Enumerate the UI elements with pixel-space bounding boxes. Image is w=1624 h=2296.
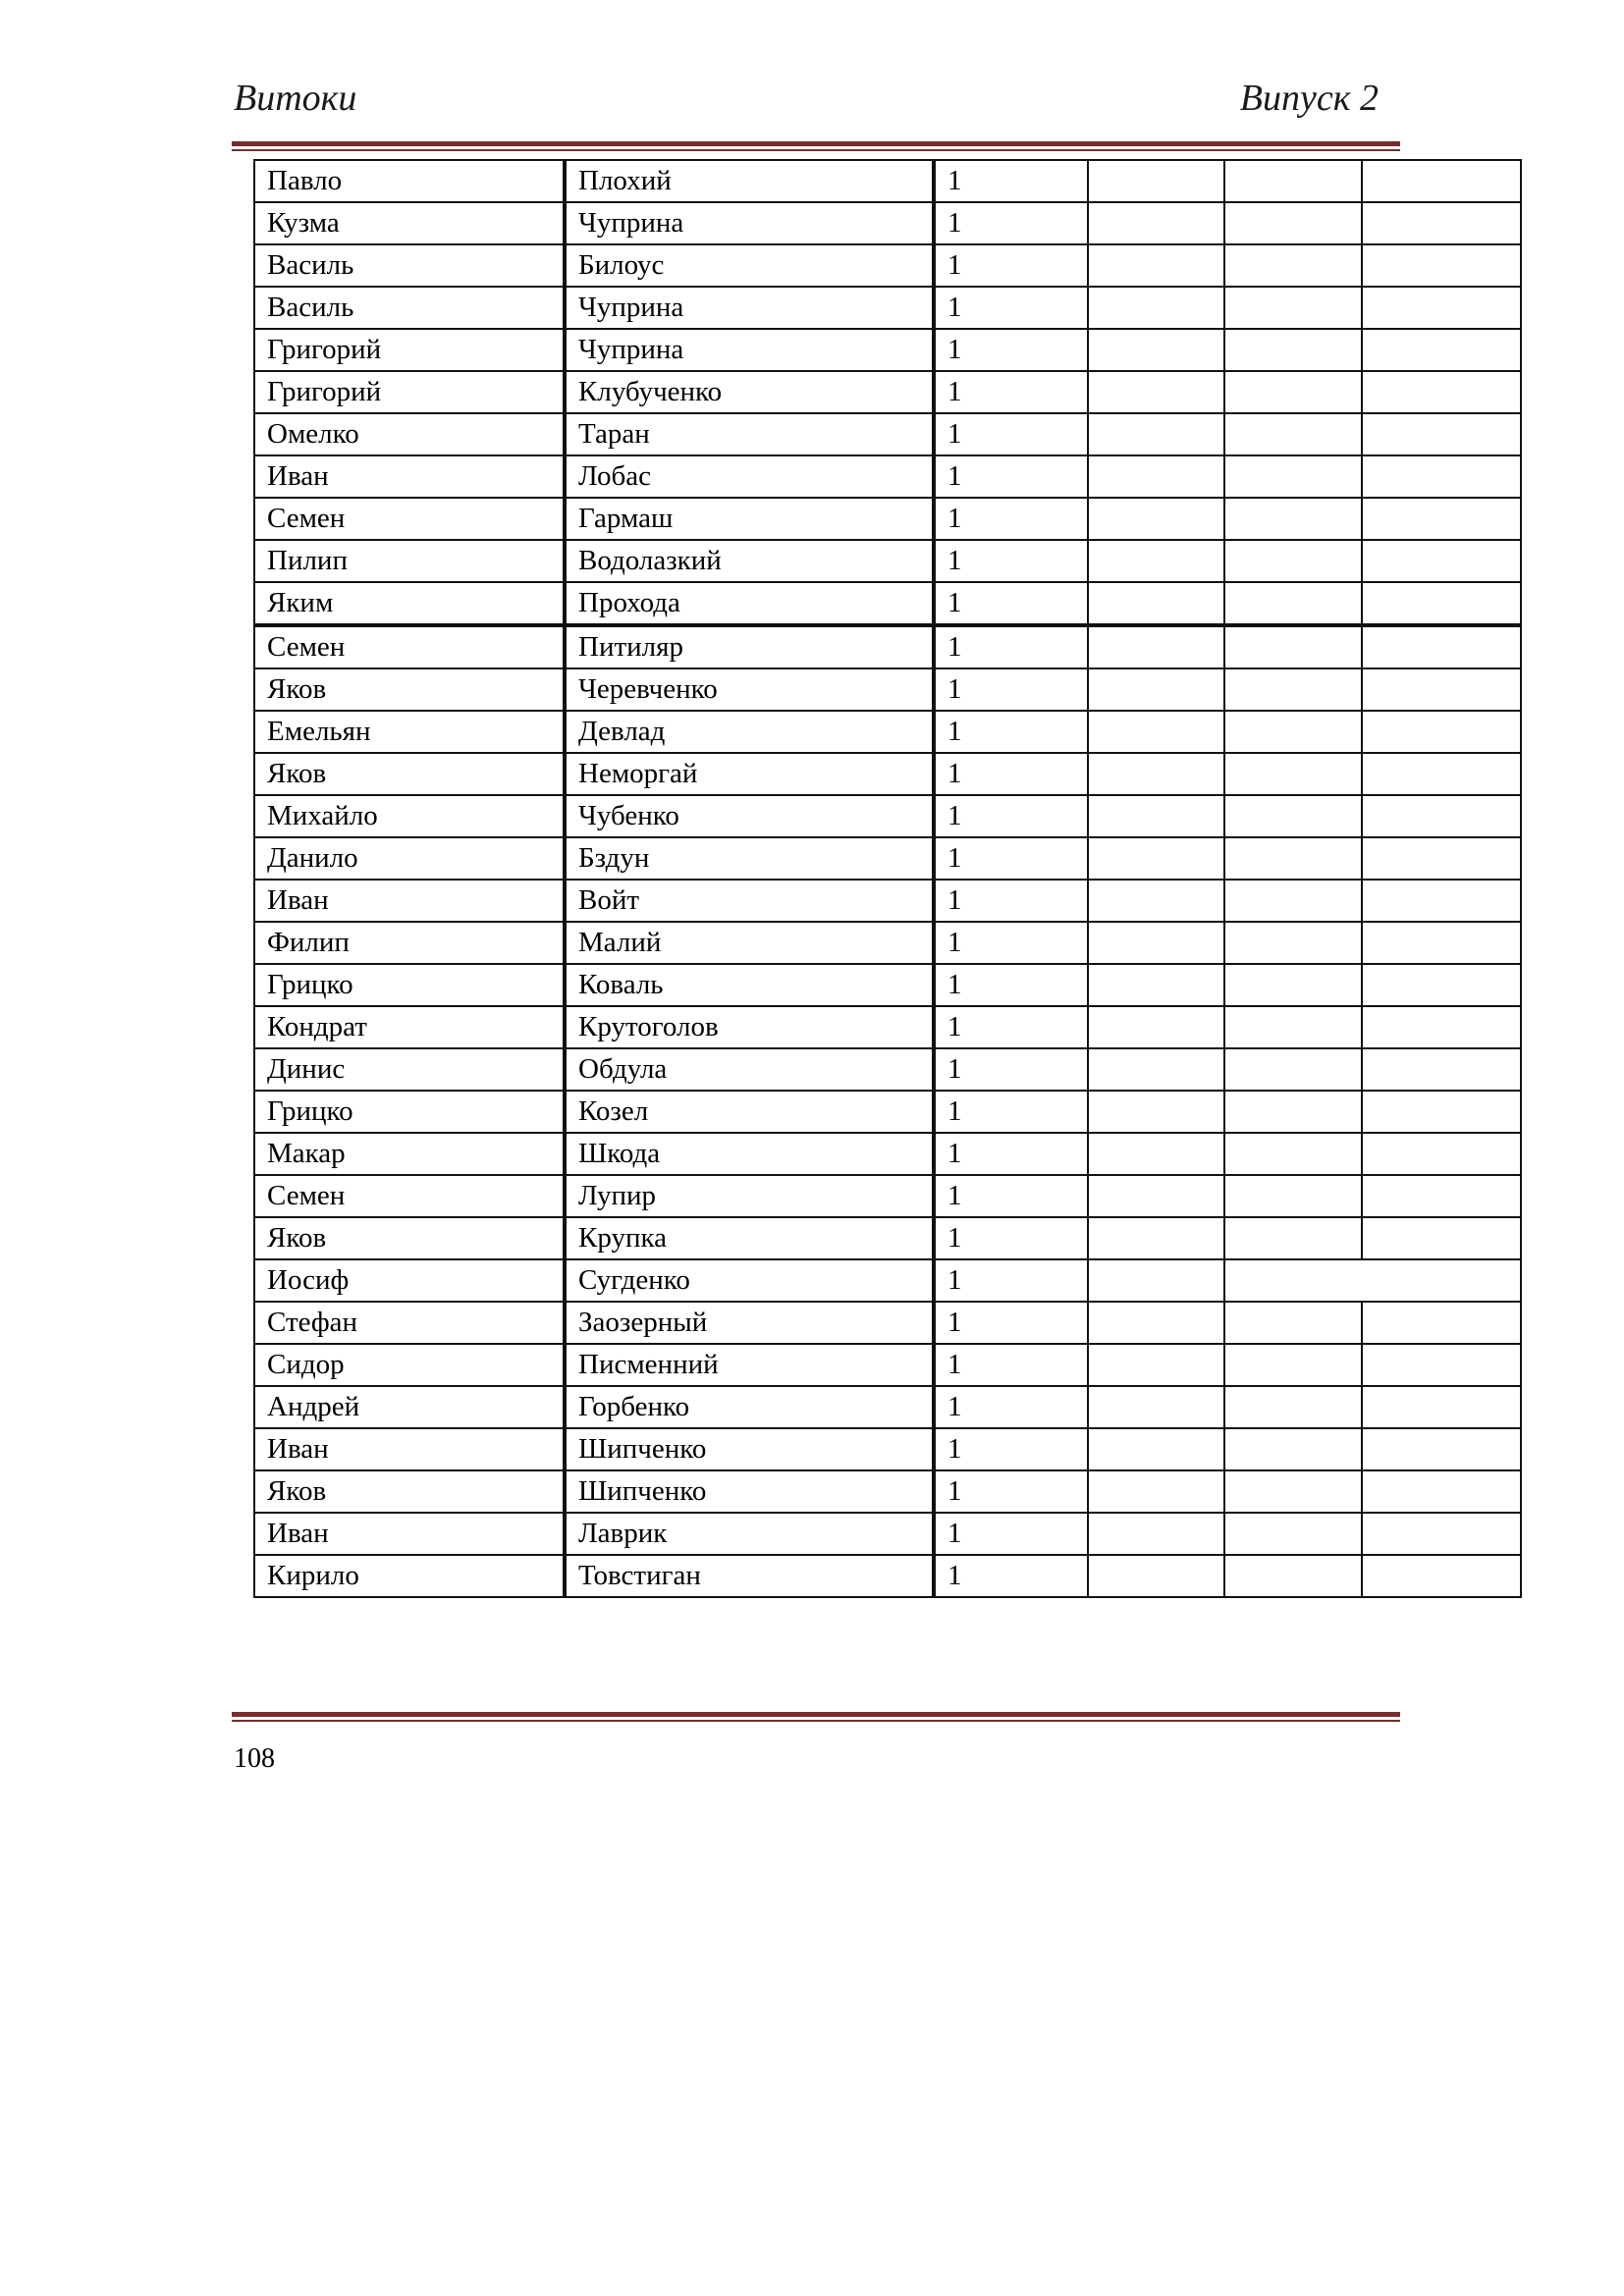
surname-cell: Войт (565, 880, 934, 922)
first-name-cell: Емельян (254, 711, 565, 753)
surname-cell: Клубученко (565, 371, 934, 413)
empty-cell (1224, 711, 1362, 753)
surname-cell: Черевченко (565, 668, 934, 711)
table-row (254, 964, 1521, 1006)
empty-cell (1362, 964, 1521, 1006)
count-cell: 1 (934, 1259, 1088, 1302)
empty-cell (1224, 668, 1362, 711)
count-cell: 1 (934, 1091, 1088, 1133)
count-cell: 1 (934, 1133, 1088, 1175)
table-row (254, 837, 1521, 880)
empty-cell (1224, 371, 1362, 413)
first-name-cell: Семен (254, 498, 565, 540)
first-name-cell: Грицко (254, 964, 565, 1006)
surname-cell: Неморгай (565, 753, 934, 795)
empty-cell (1362, 1513, 1521, 1555)
table-row (254, 1428, 1521, 1470)
empty-cell (1224, 540, 1362, 582)
empty-cell (1224, 1344, 1362, 1386)
first-name-cell: Григорий (254, 329, 565, 371)
empty-cell (1088, 1470, 1224, 1513)
count-cell: 1 (934, 1344, 1088, 1386)
empty-cell (1362, 837, 1521, 880)
empty-cell (1224, 287, 1362, 329)
table-row (254, 922, 1521, 964)
table-row (254, 244, 1521, 287)
empty-cell (1224, 1048, 1362, 1091)
empty-cell (1088, 922, 1224, 964)
empty-cell (1362, 287, 1521, 329)
count-cell: 1 (934, 964, 1088, 1006)
count-cell: 1 (934, 371, 1088, 413)
first-name-cell: Данило (254, 837, 565, 880)
surname-cell: Крупка (565, 1217, 934, 1259)
table-row (254, 625, 1521, 668)
count-cell: 1 (934, 668, 1088, 711)
first-name-cell: Пилип (254, 540, 565, 582)
surname-cell: Обдула (565, 1048, 934, 1091)
empty-cell (1088, 413, 1224, 455)
empty-cell (1088, 1217, 1224, 1259)
empty-cell (1362, 455, 1521, 498)
count-cell: 1 (934, 202, 1088, 244)
empty-cell (1224, 1428, 1362, 1470)
table-row (254, 202, 1521, 244)
surname-cell: Прохода (565, 582, 934, 625)
surname-cell: Козел (565, 1091, 934, 1133)
empty-cell (1088, 964, 1224, 1006)
table-row (254, 1217, 1521, 1259)
register-table (253, 159, 1522, 1598)
empty-cell (1224, 244, 1362, 287)
empty-cell (1362, 880, 1521, 922)
first-name-cell: Василь (254, 287, 565, 329)
first-name-cell: Андрей (254, 1386, 565, 1428)
first-name-cell: Филип (254, 922, 565, 964)
surname-cell: Писменний (565, 1344, 934, 1386)
first-name-cell: Кондрат (254, 1006, 565, 1048)
empty-cell (1362, 1470, 1521, 1513)
count-cell: 1 (934, 1175, 1088, 1217)
header-rule (232, 141, 1400, 151)
empty-cell (1224, 1302, 1362, 1344)
surname-cell: Малий (565, 922, 934, 964)
count-cell: 1 (934, 1217, 1088, 1259)
table-row (254, 1091, 1521, 1133)
empty-cell (1362, 1217, 1521, 1259)
empty-cell (1224, 625, 1362, 668)
empty-cell (1362, 1555, 1521, 1597)
first-name-cell: Григорий (254, 371, 565, 413)
empty-cell (1362, 1006, 1521, 1048)
empty-cell (1088, 1006, 1224, 1048)
empty-cell (1362, 371, 1521, 413)
count-cell: 1 (934, 1048, 1088, 1091)
table-row (254, 880, 1521, 922)
table-row (254, 413, 1521, 455)
first-name-cell: Иван (254, 1428, 565, 1470)
count-cell: 1 (934, 922, 1088, 964)
first-name-cell: Семен (254, 1175, 565, 1217)
surname-cell: Товстиган (565, 1555, 934, 1597)
count-cell: 1 (934, 329, 1088, 371)
count-cell: 1 (934, 837, 1088, 880)
empty-cell (1088, 287, 1224, 329)
empty-cell (1362, 540, 1521, 582)
empty-cell (1224, 202, 1362, 244)
empty-cell (1088, 711, 1224, 753)
first-name-cell: Семен (254, 625, 565, 668)
first-name-cell: Иосиф (254, 1259, 565, 1302)
table-row (254, 455, 1521, 498)
empty-cell (1088, 540, 1224, 582)
count-cell: 1 (934, 880, 1088, 922)
first-name-cell: Павло (254, 160, 565, 202)
surname-cell: Шипченко (565, 1470, 934, 1513)
table-row (254, 711, 1521, 753)
surname-cell: Крутоголов (565, 1006, 934, 1048)
empty-cell (1224, 922, 1362, 964)
empty-cell (1362, 202, 1521, 244)
first-name-cell: Стефан (254, 1302, 565, 1344)
empty-cell (1088, 1091, 1224, 1133)
table-row (254, 287, 1521, 329)
empty-cell (1224, 455, 1362, 498)
table-row (254, 1513, 1521, 1555)
empty-cell (1088, 1133, 1224, 1175)
empty-cell (1088, 1175, 1224, 1217)
count-cell: 1 (934, 1006, 1088, 1048)
empty-cell (1362, 244, 1521, 287)
empty-cell (1362, 160, 1521, 202)
surname-cell: Шкода (565, 1133, 934, 1175)
table-row (254, 795, 1521, 837)
count-cell: 1 (934, 711, 1088, 753)
table-row (254, 582, 1521, 625)
page-number: 108 (234, 1743, 275, 1774)
empty-cell (1224, 1091, 1362, 1133)
count-cell: 1 (934, 753, 1088, 795)
empty-cell (1224, 964, 1362, 1006)
empty-cell (1224, 880, 1362, 922)
empty-cell (1362, 753, 1521, 795)
empty-cell (1224, 1175, 1362, 1217)
first-name-cell: Яков (254, 1470, 565, 1513)
empty-cell (1224, 498, 1362, 540)
empty-cell (1362, 1386, 1521, 1428)
empty-cell (1224, 1006, 1362, 1048)
count-cell: 1 (934, 625, 1088, 668)
surname-cell: Сугденко (565, 1259, 934, 1302)
count-cell: 1 (934, 455, 1088, 498)
empty-cell (1088, 582, 1224, 625)
empty-cell (1362, 329, 1521, 371)
first-name-cell: Динис (254, 1048, 565, 1091)
empty-cell (1224, 1133, 1362, 1175)
surname-cell: Билоус (565, 244, 934, 287)
empty-cell (1088, 880, 1224, 922)
first-name-cell: Сидор (254, 1344, 565, 1386)
issue-label: Випуск 2 (1239, 78, 1379, 119)
empty-cell (1088, 371, 1224, 413)
table-row (254, 1133, 1521, 1175)
empty-cell (1088, 160, 1224, 202)
table-row (254, 1344, 1521, 1386)
count-cell: 1 (934, 244, 1088, 287)
surname-cell: Лаврик (565, 1513, 934, 1555)
table-row (254, 1006, 1521, 1048)
count-cell: 1 (934, 795, 1088, 837)
empty-cell (1088, 1344, 1224, 1386)
surname-cell: Водолазкий (565, 540, 934, 582)
count-cell: 1 (934, 540, 1088, 582)
empty-cell (1088, 668, 1224, 711)
surname-cell: Горбенко (565, 1386, 934, 1428)
empty-cell (1224, 1555, 1362, 1597)
empty-cell (1088, 753, 1224, 795)
first-name-cell: Грицко (254, 1091, 565, 1133)
table-row (254, 753, 1521, 795)
empty-cell (1224, 837, 1362, 880)
first-name-cell: Яков (254, 1217, 565, 1259)
count-cell: 1 (934, 160, 1088, 202)
count-cell: 1 (934, 1428, 1088, 1470)
empty-cell (1088, 1302, 1224, 1344)
surname-cell: Коваль (565, 964, 934, 1006)
surname-cell: Чуприна (565, 287, 934, 329)
surname-cell: Бздун (565, 837, 934, 880)
empty-cell (1224, 1217, 1362, 1259)
empty-cell (1088, 202, 1224, 244)
surname-cell: Заозерный (565, 1302, 934, 1344)
empty-cell (1088, 329, 1224, 371)
surname-cell: Питиляр (565, 625, 934, 668)
empty-cell (1362, 922, 1521, 964)
empty-cell (1362, 1175, 1521, 1217)
empty-cell (1088, 455, 1224, 498)
surname-cell: Гармаш (565, 498, 934, 540)
count-cell: 1 (934, 582, 1088, 625)
empty-cell (1362, 668, 1521, 711)
empty-cell (1088, 837, 1224, 880)
first-name-cell: Василь (254, 244, 565, 287)
empty-cell (1224, 413, 1362, 455)
empty-cell (1362, 1091, 1521, 1133)
footer-rule (232, 1712, 1400, 1722)
empty-cell (1224, 1470, 1362, 1513)
empty-cell (1224, 160, 1362, 202)
first-name-cell: Михайло (254, 795, 565, 837)
count-cell: 1 (934, 1470, 1088, 1513)
count-cell: 1 (934, 1513, 1088, 1555)
table-row (254, 1386, 1521, 1428)
count-cell: 1 (934, 413, 1088, 455)
table-row (254, 1470, 1521, 1513)
first-name-cell: Яков (254, 753, 565, 795)
empty-cell (1224, 753, 1362, 795)
table-row (254, 1259, 1521, 1302)
empty-cell (1362, 1428, 1521, 1470)
first-name-cell: Кирило (254, 1555, 565, 1597)
table-row (254, 668, 1521, 711)
surname-cell: Девлад (565, 711, 934, 753)
empty-cell (1224, 1386, 1362, 1428)
table-row (254, 540, 1521, 582)
count-cell: 1 (934, 1555, 1088, 1597)
first-name-cell: Иван (254, 455, 565, 498)
empty-cell (1224, 329, 1362, 371)
empty-cell (1224, 1513, 1362, 1555)
first-name-cell: Иван (254, 880, 565, 922)
empty-cell (1362, 1133, 1521, 1175)
empty-cell (1362, 413, 1521, 455)
empty-cell (1088, 1428, 1224, 1470)
table-row (254, 329, 1521, 371)
first-name-cell: Кузма (254, 202, 565, 244)
surname-cell: Чуприна (565, 202, 934, 244)
empty-cell (1088, 498, 1224, 540)
surname-cell: Таран (565, 413, 934, 455)
surname-cell: Шипченко (565, 1428, 934, 1470)
count-cell: 1 (934, 1302, 1088, 1344)
empty-cell (1088, 625, 1224, 668)
empty-cell (1362, 1344, 1521, 1386)
merged-empty-cell (1224, 1259, 1521, 1302)
table-row (254, 498, 1521, 540)
surname-cell: Лобас (565, 455, 934, 498)
empty-cell (1362, 1048, 1521, 1091)
surname-cell: Чуприна (565, 329, 934, 371)
count-cell: 1 (934, 1386, 1088, 1428)
empty-cell (1362, 582, 1521, 625)
count-cell: 1 (934, 498, 1088, 540)
empty-cell (1224, 582, 1362, 625)
table-row (254, 1048, 1521, 1091)
first-name-cell: Иван (254, 1513, 565, 1555)
empty-cell (1088, 1048, 1224, 1091)
first-name-cell: Омелко (254, 413, 565, 455)
empty-cell (1362, 711, 1521, 753)
empty-cell (1362, 1302, 1521, 1344)
empty-cell (1088, 1386, 1224, 1428)
table-row (254, 1555, 1521, 1597)
table-row (254, 160, 1521, 202)
table-row (254, 1302, 1521, 1344)
first-name-cell: Яков (254, 668, 565, 711)
surname-cell: Плохий (565, 160, 934, 202)
count-cell: 1 (934, 287, 1088, 329)
empty-cell (1088, 1555, 1224, 1597)
table-row (254, 1175, 1521, 1217)
surname-cell: Чубенко (565, 795, 934, 837)
empty-cell (1088, 1259, 1224, 1302)
journal-title: Витоки (234, 78, 357, 119)
empty-cell (1088, 795, 1224, 837)
surname-cell: Лупир (565, 1175, 934, 1217)
empty-cell (1362, 625, 1521, 668)
empty-cell (1362, 498, 1521, 540)
empty-cell (1224, 795, 1362, 837)
first-name-cell: Яким (254, 582, 565, 625)
empty-cell (1088, 244, 1224, 287)
first-name-cell: Макар (254, 1133, 565, 1175)
empty-cell (1088, 1513, 1224, 1555)
table-row (254, 371, 1521, 413)
empty-cell (1362, 795, 1521, 837)
